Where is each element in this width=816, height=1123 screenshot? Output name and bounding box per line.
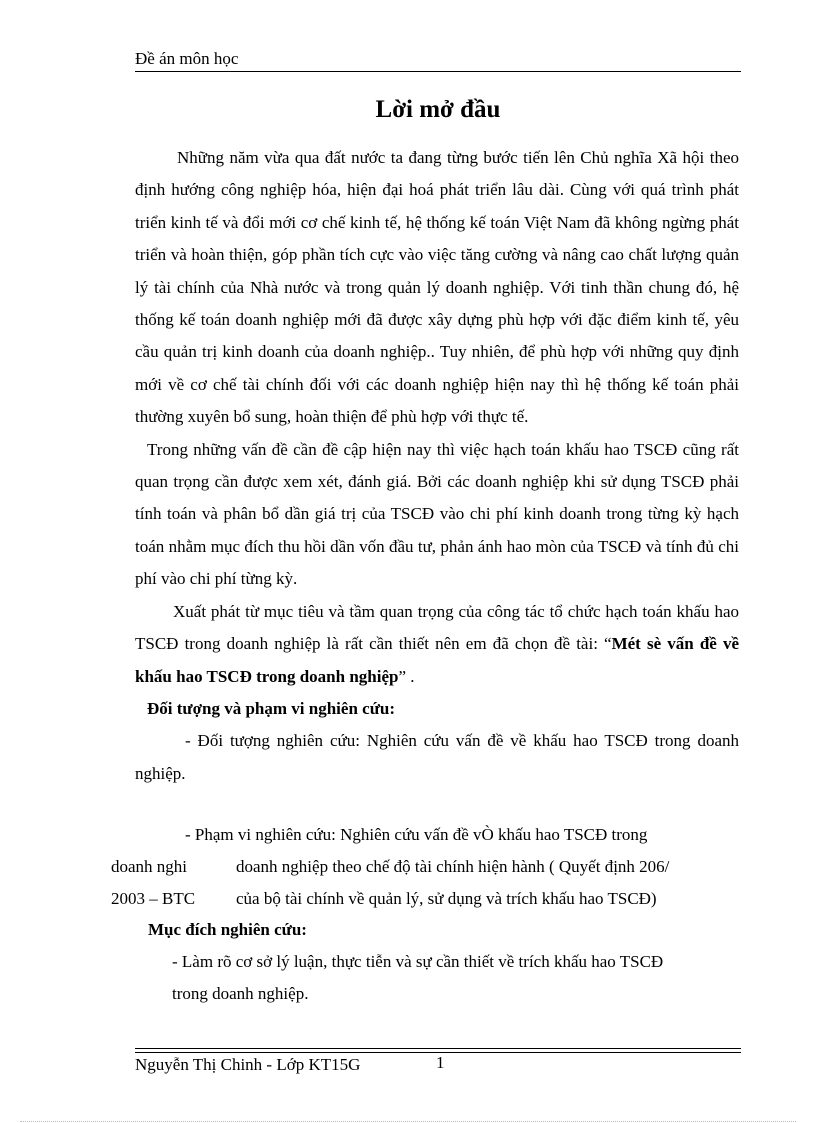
list-item-object: - Đối tượng nghiên cứu: Nghiên cứu vấn đề về khấu hao TSCĐ trong doanh nghiệp. xyxy=(135,731,739,783)
list-item-purpose-line2: trong doanh nghiệp. xyxy=(172,984,309,1003)
list-item-range-line3: của bộ tài chính về quản lý, sử dụng và trích khấu hao TSCĐ) xyxy=(236,889,657,908)
running-header: Đề án môn học xyxy=(135,49,239,68)
list-item-range-line1: - Phạm vi nghiên cứu: Nghiên cứu vấn đề vÒ khấu hao TSCĐ trong xyxy=(185,825,648,844)
paragraph-depreciation: Trong những vấn đề cần đề cập hiện nay thì việc hạch toán khấu hao TSCĐ cũng rất quan trọng cần được xem xét, đánh giá. Bởi các doanh nghiệp khi sử dụng TSCĐ phải tính toán và phân bổ dần giá trị của TSCĐ vào chi phí kinh doanh trong từng kỳ hạch toán nhằm mục đích thu hồi dần vốn đầu tư, phản ánh hao mòn của TSCĐ và tính đủ chi phí vào chi phí từng kỳ. xyxy=(135,439,739,589)
paragraph-intro: Những năm vừa qua đất nước ta đang từng bước tiến lên Chủ nghĩa Xã hội theo định hướng công nghiệp hóa, hiện đại hoá phát triển lâu dài. Cùng với quá trình phát triển kinh tế và đổi mới cơ chế kinh tế, hệ thống kế toán Việt Nam đã không ngừng phát triển và hoàn thiện, góp phần tích cực vào việc tăng cường và nâng cao chất lượng quản lý tài chính của Nhà nước và trong quản lý doanh nghiệp. Với tinh thần chung đó, hệ thống kế toán doanh nghiệp mới đã được xây dựng phù hợp với đặc điểm kinh tế, yêu cầu quản trị kinh doanh của doanh nghiệp.. Tuy nhiên, để phù hợp với những quy định mới về cơ chế tài chính đối với các doanh nghiệp hiện nay thì hệ thống kế toán phải thường xuyên bổ sung, hoàn thiện để phù hợp với thực tế. xyxy=(135,148,739,427)
topic-lead-text: Xuất phát từ mục tiêu và tầm quan trọng của công tác tổ chức hạch toán khấu hao TSCĐ trong doanh nghiệp là rất cần thiết nên em đã chọn đề tài: “ xyxy=(135,601,739,654)
margin-fragment-1: doanh nghi xyxy=(111,857,188,876)
header-rule xyxy=(135,71,741,72)
topic-close-text: ” . xyxy=(398,666,415,686)
margin-fragment-2: 2003 – BTC xyxy=(111,889,196,908)
footer-author: Nguyễn Thị Chinh - Lớp KT15G xyxy=(135,1055,361,1074)
page-edge xyxy=(20,1121,796,1122)
body-text xyxy=(135,142,739,790)
topic-title: Mét sè vấn đề về khấu hao TSCĐ trong doanh nghiệp xyxy=(135,634,739,686)
page-number: 1 xyxy=(436,1053,445,1072)
section-heading-purpose: Mục đích nghiên cứu: xyxy=(148,920,307,939)
footer-rule-top xyxy=(135,1048,741,1049)
page-title: Lời mở đầu xyxy=(375,96,501,123)
list-item-range-line2: doanh nghiệp theo chế độ tài chính hiện hành ( Quyết định 206/ xyxy=(236,857,670,876)
list-item-purpose-line1: - Làm rõ cơ sở lý luận, thực tiễn và sự cần thiết về trích khấu hao TSCĐ xyxy=(172,952,664,971)
section-heading-scope: Đối tượng và phạm vi nghiên cứu: xyxy=(147,698,396,718)
paragraph-topic xyxy=(135,596,739,693)
